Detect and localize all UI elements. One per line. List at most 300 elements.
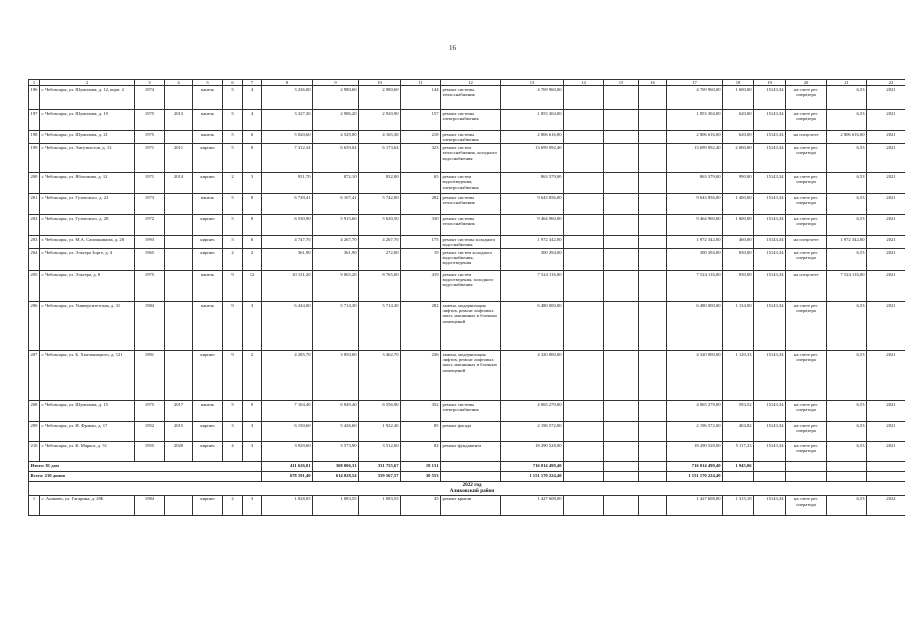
table-cell: 2 980,60 xyxy=(359,86,401,110)
table-cell: на спецсчете xyxy=(786,236,827,249)
table-cell: 5 020,60 xyxy=(262,131,313,144)
table-cell: 207 xyxy=(29,351,40,401)
table-cell xyxy=(639,236,667,249)
table-cell: 5 426,60 xyxy=(313,422,359,442)
table-cell: г. Чебоксары, ул. Энтузиастов, д. 13 xyxy=(40,144,135,173)
table-cell: г. Чебоксары, ул. Гузовского, д. 22 xyxy=(40,194,135,215)
table-cell: 2021 xyxy=(867,271,905,302)
table-cell: ремонт системы электроснабжения xyxy=(441,131,501,144)
total-cell xyxy=(604,472,639,482)
total-cell xyxy=(754,462,786,472)
table-cell: ремонт систем теплоснабжения, холодного водоснабжения xyxy=(441,144,501,173)
section-label: Аликовский район xyxy=(29,488,905,495)
table-cell: 872,10 xyxy=(313,173,359,194)
table-cell: 1 972 342,00 xyxy=(667,236,723,249)
table-cell: 5 xyxy=(223,144,243,173)
table-cell: 4 065 279,00 xyxy=(667,401,723,422)
table-cell xyxy=(564,302,604,351)
table-cell xyxy=(165,271,193,302)
total-cell xyxy=(564,462,604,472)
table-cell: 2021 xyxy=(867,131,905,144)
table-cell: 1991 xyxy=(135,351,165,401)
table-row xyxy=(29,401,905,422)
table-cell: 9 xyxy=(223,271,243,302)
table-cell: 5 xyxy=(223,236,243,249)
table-cell: 15143,34 xyxy=(754,495,786,515)
table-cell: 6,53 xyxy=(827,194,867,215)
table-cell xyxy=(564,249,604,271)
total-cell: 716 014 499,40 xyxy=(501,462,564,472)
total-cell xyxy=(754,472,786,482)
table-cell: 204 xyxy=(29,249,40,271)
table-cell: панель xyxy=(193,131,223,144)
table-cell: на счете рег. оператора xyxy=(786,194,827,215)
total-cell xyxy=(604,462,639,472)
table-cell: кирпич xyxy=(193,144,223,173)
table-cell: 6,53 xyxy=(827,401,867,422)
table-cell: 6,53 xyxy=(827,442,867,462)
total-cell: 716 014 499,40 xyxy=(667,462,723,472)
table-cell: 205 xyxy=(29,271,40,302)
table-cell: 2021 xyxy=(867,401,905,422)
table-cell: 1972 xyxy=(135,215,165,236)
table-cell: 6 150,60 xyxy=(262,422,313,442)
table-cell: 6 556,90 xyxy=(359,401,401,422)
total-cell: 1 151 170 224,40 xyxy=(501,472,564,482)
table-cell: 3 xyxy=(243,173,262,194)
table-cell: на счете рег. оператора xyxy=(786,302,827,351)
table-cell: 1 315,10 xyxy=(723,495,754,515)
table-cell: 3 xyxy=(243,302,262,351)
table-cell: 10 131,20 xyxy=(262,271,313,302)
table-cell xyxy=(604,144,639,173)
table-cell xyxy=(639,86,667,110)
table-row xyxy=(29,144,905,173)
column-number-cell: 4 xyxy=(165,80,193,86)
table-cell: 203 xyxy=(29,236,40,249)
table-row xyxy=(29,215,905,236)
table-cell xyxy=(639,215,667,236)
table-cell: 1971 xyxy=(135,144,165,173)
table-cell: 2 196 572,00 xyxy=(501,422,564,442)
table-cell: 3 462,70 xyxy=(359,351,401,401)
table-cell: 1975 xyxy=(135,131,165,144)
table-cell xyxy=(564,422,604,442)
table-cell: г. Чебоксары, ул. М.А. Сапожникова, д. 28 xyxy=(40,236,135,249)
table-cell: 15143,34 xyxy=(754,271,786,302)
table-cell: на счете рег. оператора xyxy=(786,351,827,401)
table-cell: 9 643 856,00 xyxy=(501,194,564,215)
table-cell: 9 065,20 xyxy=(313,271,359,302)
table-cell: 4 529,00 xyxy=(313,131,359,144)
table-cell: на спецсчете xyxy=(786,271,827,302)
table-cell: панель xyxy=(193,194,223,215)
total-cell xyxy=(639,472,667,482)
table-cell: 2021 xyxy=(867,442,905,462)
table-cell: 1952 xyxy=(135,422,165,442)
total-cell xyxy=(827,472,867,482)
table-cell: панель xyxy=(193,110,223,131)
table-cell: 361,90 xyxy=(262,249,313,271)
table-cell: 5 xyxy=(223,194,243,215)
table-row xyxy=(29,302,905,351)
table-row xyxy=(29,249,905,271)
table-cell: 1 922,40 xyxy=(359,422,401,442)
section-year xyxy=(29,482,905,489)
table-cell xyxy=(564,144,604,173)
table-cell: г. Чебоксары, ул. Эльгера, д. 8 xyxy=(40,271,135,302)
capital-repair-table xyxy=(28,79,905,516)
table-cell: ремонт системы электроснабжения xyxy=(441,110,501,131)
table-cell: 2 xyxy=(223,249,243,271)
table-row xyxy=(29,236,905,249)
table-cell: 1 972 342,00 xyxy=(501,236,564,249)
table-cell: 2022 xyxy=(867,495,905,515)
table-cell: ремонт фасада xyxy=(441,422,501,442)
table-cell: кирпич xyxy=(193,422,223,442)
table-cell: 4 769 960,00 xyxy=(501,86,564,110)
table-cell: 2015 xyxy=(165,422,193,442)
table-row xyxy=(29,131,905,144)
total-cell: 1 151 170 224,40 xyxy=(667,472,723,482)
table-cell: 2021 xyxy=(867,110,905,131)
table-cell: 2 920,90 xyxy=(359,110,401,131)
table-cell: 2 806 616,00 xyxy=(827,131,867,144)
column-number-cell: 7 xyxy=(243,80,262,86)
table-cell: 1 853 304,00 xyxy=(667,110,723,131)
column-number-cell: 19 xyxy=(754,80,786,86)
table-cell: 6,53 xyxy=(827,302,867,351)
column-number-cell: 8 xyxy=(262,80,313,86)
table-cell: 5 915,60 xyxy=(313,215,359,236)
table-cell xyxy=(564,401,604,422)
table-cell: 157 xyxy=(401,110,441,131)
table-cell: 4 xyxy=(223,442,243,462)
total-cell xyxy=(441,472,501,482)
table-cell: 2 196 572,00 xyxy=(667,422,723,442)
table-cell xyxy=(165,351,193,401)
table-cell: на счете рег. оператора xyxy=(786,86,827,110)
page-number: 16 xyxy=(449,44,456,52)
table-cell: 45 xyxy=(401,495,441,515)
table-cell: 1993 xyxy=(135,236,165,249)
table-cell: 15143,34 xyxy=(754,249,786,271)
table-cell: 8 xyxy=(243,215,262,236)
table-cell: 5 xyxy=(223,401,243,422)
table-cell: 18 290 528,00 xyxy=(667,442,723,462)
column-number-cell: 9 xyxy=(313,80,359,86)
table-cell: 300 294,00 xyxy=(667,249,723,271)
table-cell: 2 806 616,00 xyxy=(667,131,723,144)
table-cell: 200 xyxy=(29,173,40,194)
table-cell: 1 083,55 xyxy=(359,495,401,515)
table-cell: 6,53 xyxy=(827,249,867,271)
table-cell: 990,00 xyxy=(723,173,754,194)
table-cell: 4 320 000,00 xyxy=(501,351,564,401)
column-number-cell: 14 xyxy=(564,80,604,86)
table-cell: 361,90 xyxy=(313,249,359,271)
table-cell: 7 104,40 xyxy=(262,401,313,422)
table-cell: на счете рег. оператора xyxy=(786,422,827,442)
column-number-cell: 6 xyxy=(223,80,243,86)
table-cell: 9 xyxy=(243,401,262,422)
table-cell: 1 972 342,00 xyxy=(827,236,867,249)
table-cell: 6 849,40 xyxy=(313,401,359,422)
table-cell: 15143,34 xyxy=(754,351,786,401)
table-cell: 5 xyxy=(223,110,243,131)
table-cell: ремонт системы электроснабжения xyxy=(441,401,501,422)
table-cell: 175 xyxy=(401,236,441,249)
table-cell: 7 524 116,00 xyxy=(667,271,723,302)
table-cell: 85 xyxy=(401,422,441,442)
table-cell: г. Чебоксары, ул. И. Франко, д. 17 xyxy=(40,422,135,442)
total-cell: 614 028,54 xyxy=(313,472,359,482)
table-cell: 6,53 xyxy=(827,351,867,401)
table-row xyxy=(29,173,905,194)
table-cell xyxy=(639,144,667,173)
total-cell xyxy=(639,462,667,472)
table-cell: 65 xyxy=(401,173,441,194)
table-cell: 6 107,41 xyxy=(313,194,359,215)
table-cell: 1973 xyxy=(135,194,165,215)
table-cell: 5 xyxy=(223,131,243,144)
table-cell xyxy=(604,495,639,515)
table-cell: ремонт систем водоотведения, холодного водоснабжения xyxy=(441,271,501,302)
table-row xyxy=(29,110,905,131)
table-cell: 4 267,70 xyxy=(313,236,359,249)
table-cell: 1975 xyxy=(135,110,165,131)
total-cell xyxy=(723,472,754,482)
table-cell xyxy=(165,236,193,249)
column-number-cell: 5 xyxy=(193,80,223,86)
table-cell xyxy=(639,401,667,422)
total-cell xyxy=(441,462,501,472)
table-cell: 13 699 092,40 xyxy=(501,144,564,173)
table-cell xyxy=(604,401,639,422)
table-cell: 2013 xyxy=(165,110,193,131)
table-cell: 1 853 304,00 xyxy=(501,110,564,131)
table-cell: 3 xyxy=(223,422,243,442)
table-cell: г. Чебоксары, ул. Б. Хмельницкого, д. 121 xyxy=(40,351,135,401)
table-cell: 4 285,70 xyxy=(262,351,313,401)
total-cell: 1 945,06 xyxy=(723,462,754,472)
table-cell: 4 747,70 xyxy=(262,236,313,249)
table-cell: 82 xyxy=(401,442,441,462)
table-cell: 6,53 xyxy=(827,86,867,110)
table-cell: 863 379,00 xyxy=(667,173,723,194)
total-cell: 411 626,01 xyxy=(262,462,313,472)
table-cell: 4 267,70 xyxy=(359,236,401,249)
table-cell: 201 xyxy=(29,194,40,215)
table-cell: на счете рег. оператора xyxy=(786,442,827,462)
total-row-city xyxy=(29,462,905,472)
table-cell: 352 xyxy=(401,401,441,422)
table-cell: панель xyxy=(193,401,223,422)
table-cell: 1 134,00 xyxy=(723,302,754,351)
table-cell xyxy=(604,131,639,144)
table-cell: 6,53 xyxy=(827,422,867,442)
column-number-cell: 12 xyxy=(441,80,501,86)
section-district xyxy=(29,488,905,495)
table-cell: замена, модернизация лифтов, ремонт лифтовых шахт, машинных и блочных помещений xyxy=(441,302,501,351)
table-cell: на счете рег. оператора xyxy=(786,110,827,131)
table-cell: 15143,34 xyxy=(754,401,786,422)
table-cell: 3 850,00 xyxy=(313,351,359,401)
table-cell xyxy=(165,495,193,515)
table-cell xyxy=(604,173,639,194)
table-row xyxy=(29,422,905,442)
table-cell: 2021 xyxy=(867,249,905,271)
table-cell: на спецсчете xyxy=(786,131,827,144)
table-cell: 6 480 000,00 xyxy=(501,302,564,351)
table-cell: 1 xyxy=(29,495,40,515)
table-cell: г. Чебоксары, ул. Яблочкова, д. 12 xyxy=(40,173,135,194)
table-cell: 3 xyxy=(243,495,262,515)
table-cell: 19 xyxy=(401,249,441,271)
table-cell: 5 714,30 xyxy=(313,302,359,351)
table-cell xyxy=(604,422,639,442)
table-cell xyxy=(564,351,604,401)
table-cell: 9 464 960,00 xyxy=(667,215,723,236)
table-cell: 206 xyxy=(29,302,40,351)
table-cell xyxy=(564,495,604,515)
table-cell xyxy=(564,271,604,302)
table-cell: кирпич xyxy=(193,495,223,515)
table-cell: ремонт системы теплоснабжения xyxy=(441,194,501,215)
table-cell: г. Чебоксары, ул. Шумилова, д. 12, корп. 2 xyxy=(40,86,135,110)
table-cell: 2 060,00 xyxy=(723,144,754,173)
table-cell: 2014 xyxy=(165,173,193,194)
table-cell: ремонт систем холодного водоснабжения, водоотведения xyxy=(441,249,501,271)
table-cell xyxy=(165,194,193,215)
table-cell: 15143,34 xyxy=(754,302,786,351)
table-cell xyxy=(639,249,667,271)
table-cell: панель xyxy=(193,86,223,110)
total-cell xyxy=(867,462,905,472)
column-number-cell: 18 xyxy=(723,80,754,86)
table-cell: г. Чебоксары, ул. Шумилова, д. 21 xyxy=(40,131,135,144)
table-cell: 2021 xyxy=(867,236,905,249)
table-cell: 2021 xyxy=(867,351,905,401)
table-cell: 15143,34 xyxy=(754,215,786,236)
table-cell: на счете рег. оператора xyxy=(786,249,827,271)
table-row xyxy=(29,271,905,302)
table-cell: 2 986,20 xyxy=(313,110,359,131)
table-cell: ремонт системы теплоснабжения xyxy=(441,86,501,110)
table-cell: 15143,34 xyxy=(754,236,786,249)
table-cell xyxy=(604,86,639,110)
table-cell: г. Чебоксары, ул. Шумилова, д. 15 xyxy=(40,401,135,422)
table-cell: 6,53 xyxy=(827,110,867,131)
table-cell: 5 117,23 xyxy=(723,442,754,462)
table-cell: 15143,34 xyxy=(754,442,786,462)
table-cell: 3 573,90 xyxy=(313,442,359,462)
table-cell: 197 xyxy=(29,110,40,131)
table-cell xyxy=(604,351,639,401)
table-row xyxy=(29,86,905,110)
table-cell xyxy=(165,131,193,144)
table-cell: 3 327,30 xyxy=(262,110,313,131)
table-cell: панель xyxy=(193,271,223,302)
table-cell xyxy=(564,173,604,194)
table-cell: 202 xyxy=(29,215,40,236)
table-cell: замена, модернизация лифтов, ремонт лифтовых шахт, машинных и блочных помещений xyxy=(441,351,501,401)
table-cell: 6,53 xyxy=(827,173,867,194)
table-cell: г. Чебоксары, ул. Эльгера Зорге, д. 4 xyxy=(40,249,135,271)
table-cell xyxy=(639,110,667,131)
table-cell xyxy=(564,236,604,249)
table-cell: 9 643 856,00 xyxy=(667,194,723,215)
table-cell: 8 765,00 xyxy=(359,271,401,302)
column-number-cell: 17 xyxy=(667,80,723,86)
column-number-cell: 15 xyxy=(604,80,639,86)
table-cell: 460,00 xyxy=(723,236,754,249)
table-cell: 199 xyxy=(29,144,40,173)
table-cell: 7 312,34 xyxy=(262,144,313,173)
table-cell: 830,00 xyxy=(723,271,754,302)
table-row xyxy=(29,194,905,215)
table-cell xyxy=(639,495,667,515)
table-cell: 6 xyxy=(243,131,262,144)
table-row xyxy=(29,442,905,462)
table-cell: 282 xyxy=(401,194,441,215)
table-cell: 13 699 092,40 xyxy=(667,144,723,173)
table-cell xyxy=(604,236,639,249)
table-cell: 1 400,00 xyxy=(723,194,754,215)
table-cell: 6,53 xyxy=(827,495,867,515)
table-cell: 1 427 608,00 xyxy=(501,495,564,515)
table-cell: 15143,34 xyxy=(754,194,786,215)
table-cell: 4 769 960,00 xyxy=(667,86,723,110)
table-cell: кирпич xyxy=(193,442,223,462)
table-cell xyxy=(639,302,667,351)
table-cell xyxy=(639,422,667,442)
total-label: Всего: 210 домов xyxy=(29,472,262,482)
table-cell: г. Чебоксары, ул. Гузовского, д. 28 xyxy=(40,215,135,236)
table-cell: 3 929,60 xyxy=(262,442,313,462)
table-cell: 2 xyxy=(223,495,243,515)
table-cell: 6 659,04 xyxy=(313,144,359,173)
table-cell: 272,00 xyxy=(359,249,401,271)
table-cell: ремонт крыши xyxy=(441,495,501,515)
table-cell: 6 480 000,00 xyxy=(667,302,723,351)
table-cell: 208 xyxy=(29,401,40,422)
table-cell: на счете рег. оператора xyxy=(786,401,827,422)
table-cell: 4 320 000,00 xyxy=(667,351,723,401)
table-cell: 9 464 960,00 xyxy=(501,215,564,236)
total-cell: 19 131 xyxy=(401,462,441,472)
table-cell xyxy=(165,86,193,110)
table-cell: 6 530,90 xyxy=(262,215,313,236)
table-cell: 9 xyxy=(223,351,243,401)
table-cell: 12 xyxy=(243,271,262,302)
table-cell: 1971 xyxy=(135,173,165,194)
column-number-cell: 2 xyxy=(40,80,135,86)
column-number-cell: 3 xyxy=(135,80,165,86)
table-cell xyxy=(564,215,604,236)
table-cell: 209 xyxy=(29,422,40,442)
table-cell xyxy=(165,302,193,351)
table-cell: 236 xyxy=(401,351,441,401)
table-cell: на счете рег. оператора xyxy=(786,215,827,236)
table-cell: 15143,34 xyxy=(754,173,786,194)
column-number-cell: 1 xyxy=(29,80,40,86)
table-cell: 6,53 xyxy=(827,215,867,236)
table-cell: 6 444,00 xyxy=(262,302,313,351)
total-cell xyxy=(564,472,604,482)
table-cell: 18 290 528,00 xyxy=(501,442,564,462)
table-cell: кирпич xyxy=(193,249,223,271)
